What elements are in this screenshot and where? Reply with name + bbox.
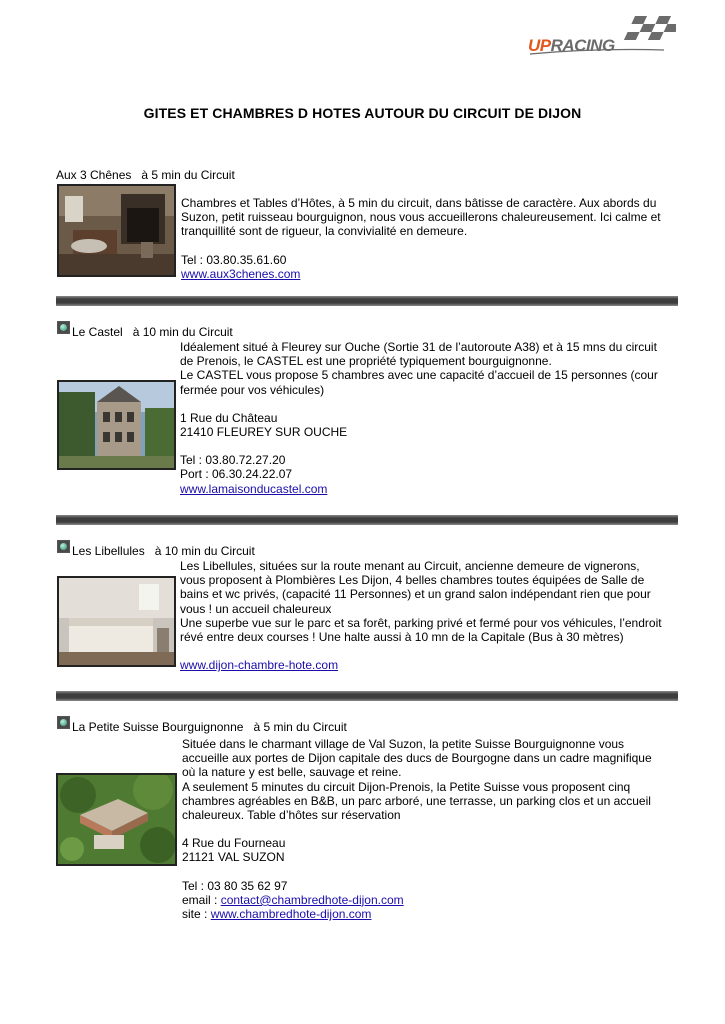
entry-description — [180, 559, 680, 672]
website-link[interactable]: www.aux3chenes.com — [181, 266, 301, 281]
description-line: fermée pour vos véhicules) — [180, 382, 325, 397]
section-divider — [56, 296, 678, 306]
phone-number: Tel : 03.80.72.27.20 — [180, 453, 286, 468]
bullet-icon — [57, 540, 70, 553]
entry-heading — [56, 168, 235, 182]
entry-distance: à 5 min du Circuit — [141, 168, 235, 182]
address-line: 21410 FLEUREY SUR OUCHE — [180, 425, 348, 440]
entry-name: Les Libellules — [72, 544, 145, 558]
description-line: chambres agréables en B&B, un parc arboré, une terrasse, un parking clos et un accueil — [182, 793, 651, 808]
page-title: GITES ET CHAMBRES D HOTES AUTOUR DU CIRCUIT DE DIJON — [143, 105, 582, 121]
entry-photo — [56, 773, 177, 866]
description-line: où la nature y est belle, sauvage et reine. — [182, 765, 402, 780]
section-divider — [56, 515, 678, 525]
description-line: Suzon, petit ruisseau bourguignon, nous vous accueillerons chaleureusement. Ici calme et — [181, 210, 661, 225]
bullet-icon — [57, 321, 70, 334]
entry-photo — [57, 380, 176, 470]
entry-description — [181, 196, 681, 281]
description-line: accueille aux portes de Dijon capitale des ducs de Bourgogne dans un cadre magnifique — [182, 751, 652, 766]
entry-photo — [57, 184, 176, 277]
entry-heading — [72, 325, 233, 339]
description-line: Une superbe vue sur le parc et sa forêt, parking privé et fermé pour vos véhicules, l’endroit — [180, 615, 662, 630]
section-divider — [56, 691, 678, 701]
address-line: 4 Rue du Fourneau — [182, 836, 286, 851]
description-line: révé entre deux courses ! Une halte aussi à 10 mn de la Capitale (Bus à 30 mètres) — [180, 630, 624, 645]
bullet-icon — [57, 716, 70, 729]
logo-racing-text: RACING — [550, 36, 615, 55]
address-line: 1 Rue du Château — [180, 410, 278, 425]
entry-heading — [72, 720, 347, 734]
description-line: chaleureux. Table d’hôtes sur réservation — [182, 808, 401, 823]
email-link[interactable]: contact@chambredhote-dijon.com — [220, 892, 404, 907]
description-line: vous ! un accueil chaleureux — [180, 601, 332, 616]
entry-heading — [72, 544, 255, 558]
description-line: vous proposent à Plombières Les Dijon, 4 belles chambres toutes équipées de Salle de — [180, 573, 645, 588]
description-line: Les Libellules, situées sur la route menant au Circuit, ancienne demeure de vignerons, — [180, 559, 640, 573]
description-line: bains et wc privés, (capacité 11 Personnes) et un grand salon indépendant rien que pour — [180, 587, 651, 602]
description-line: A seulement 5 minutes du circuit Dijon-Prenois, la Petite Suisse vous proposent cinq — [182, 779, 631, 794]
description-line: tranquillité sont de rigueur, la convivialité en demeure. — [181, 224, 468, 239]
description-line: Idéalement situé à Fleurey sur Ouche (Sortie 31 de l’autoroute A38) et à 15 mns du circuit — [180, 340, 657, 354]
site-label: site : — [182, 907, 208, 922]
entry-name: La Petite Suisse Bourguignonne — [72, 720, 244, 734]
address-line: 21121 VAL SUZON — [182, 850, 285, 865]
phone-number: Tel : 03 80 35 62 97 — [182, 878, 288, 893]
description-line: Chambres et Tables d’Hôtes, à 5 min du circuit, dans bâtisse de caractère. Aux abords du — [181, 196, 657, 210]
email-label: email : — [182, 892, 218, 907]
mobile-number: Port : 06.30.24.22.07 — [180, 467, 293, 482]
website-link[interactable]: www.lamaisonducastel.com — [180, 481, 328, 496]
entry-name: Le Castel — [72, 325, 123, 339]
entry-distance: à 10 min du Circuit — [132, 325, 233, 339]
upracing-logo — [524, 14, 676, 56]
description-line: Située dans le charmant village de Val Suzon, la petite Suisse Bourguignonne vous — [182, 737, 625, 751]
phone-number: Tel : 03.80.35.61.60 — [181, 252, 287, 267]
entry-distance: à 5 min du Circuit — [253, 720, 347, 734]
logo-up-text: UP — [528, 36, 551, 55]
entry-name: Aux 3 Chênes — [56, 168, 132, 182]
website-link[interactable]: www.chambredhote-dijon.com — [210, 907, 372, 922]
description-line: de Prenois, le CASTEL est une propriété typiquement bourguignonne. — [180, 354, 552, 369]
description-line: Le CASTEL vous propose 5 chambres avec une capacité d’accueil de 15 personnes (cour — [180, 368, 658, 383]
website-link[interactable]: www.dijon-chambre-hote.com — [180, 658, 339, 673]
entry-photo — [57, 576, 176, 667]
entry-description — [180, 340, 680, 496]
entry-distance: à 10 min du Circuit — [154, 544, 255, 558]
entry-description — [182, 737, 682, 921]
